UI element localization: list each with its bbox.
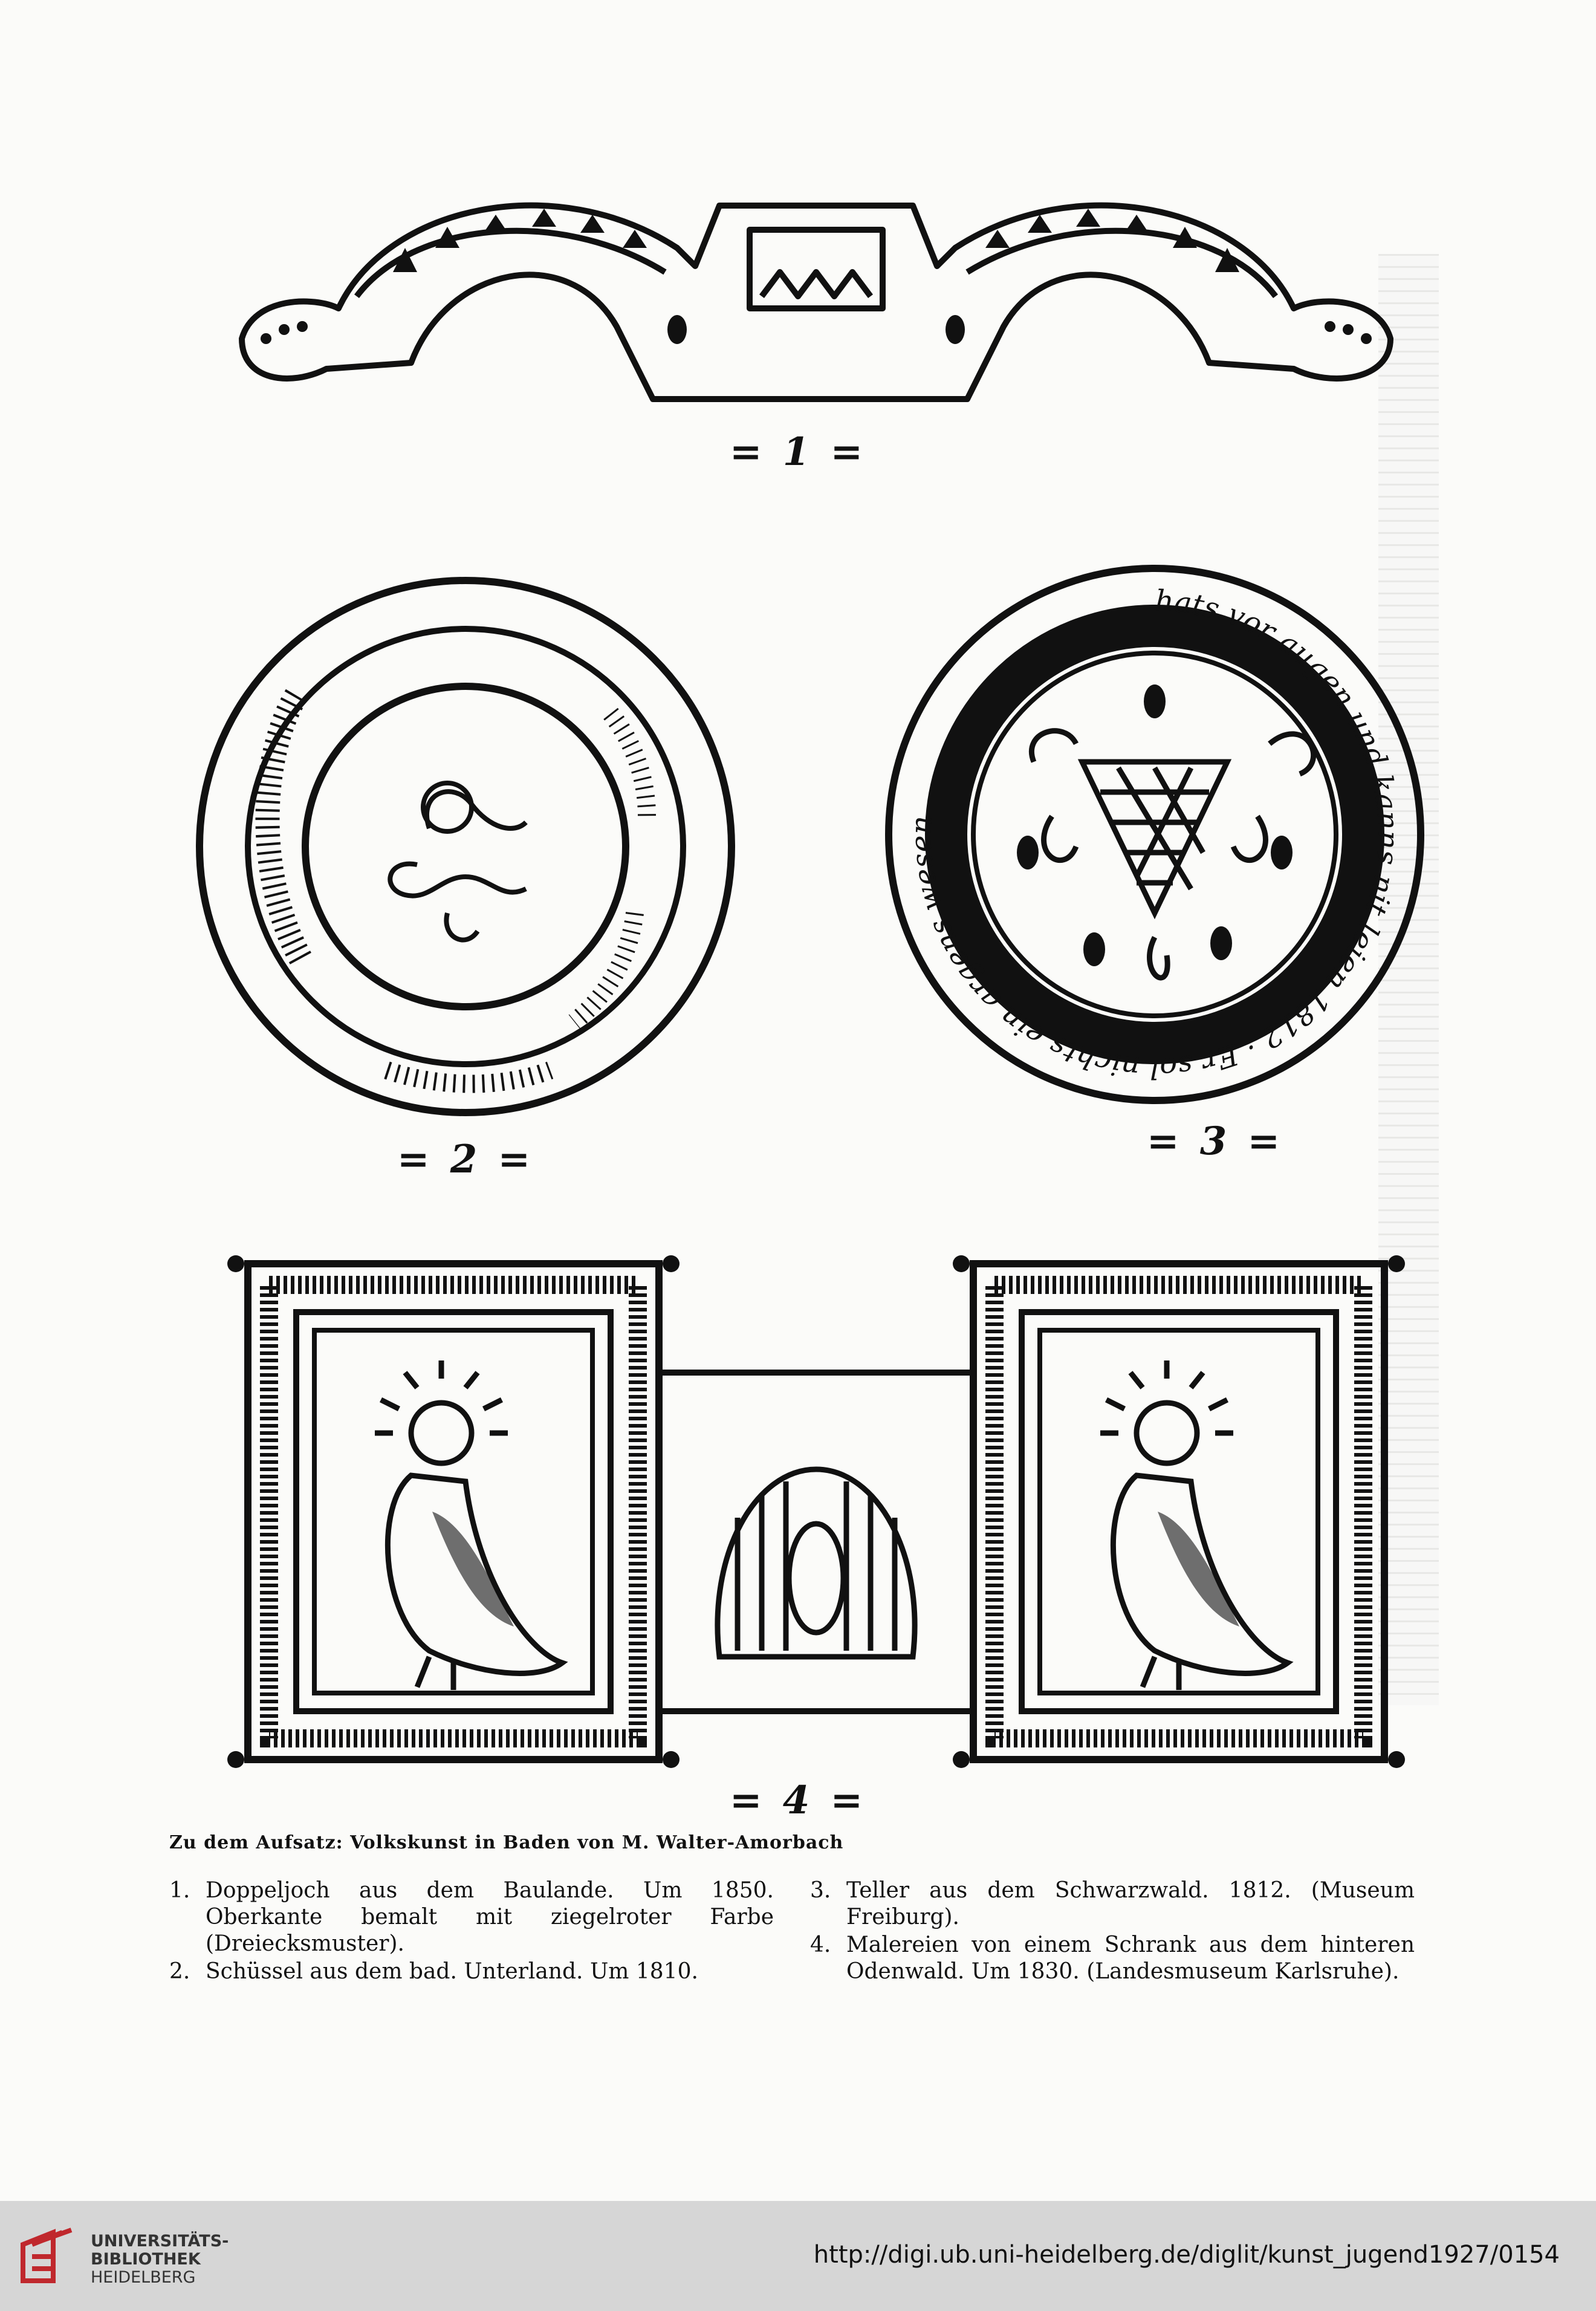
logo-line-1: UNIVERSITÄTS-	[91, 2232, 229, 2251]
logo-line-3: HEIDELBERG	[91, 2268, 196, 2287]
caption-column-right	[810, 1877, 1415, 1986]
figure-4-cabinet-paintings	[224, 1240, 1409, 1784]
figure-3-plate	[883, 562, 1427, 1107]
caption-column-left	[169, 1877, 774, 1986]
logo-line-2: BIBLIOTHEK	[91, 2250, 201, 2269]
caption-item-2	[169, 1958, 774, 1985]
caption-text: Teller aus dem Schwarzwald. 1812. (Museum Freiburg).	[846, 1878, 1415, 1929]
university-library-logo-icon[interactable]	[17, 2226, 77, 2287]
caption-text: Malereien von einem Schrank aus dem hinteren Odenwald. Um 1830. (Landesmuseum Karlsruhe).	[846, 1932, 1415, 1984]
caption-item-4	[810, 1932, 1415, 1985]
figure-2-bowl	[187, 574, 744, 1119]
plate-inscription: hats vor augen und kanns nit leien 1812 · Er sol nichts ein argens wesen	[904, 583, 1406, 1085]
caption-number: 3.	[810, 1878, 831, 1903]
caption-text: Doppeljoch aus dem Baulande. Um 1850. Oberkante bemalt mit ziegelroter Farbe (Dreiecksmuster).	[206, 1878, 774, 1956]
figure-2-label: = 2 =	[397, 1137, 534, 1182]
library-logo-text[interactable]	[91, 2232, 229, 2287]
caption-item-3	[810, 1877, 1415, 1931]
library-footer-bar	[0, 2201, 1596, 2311]
caption-heading: Zu dem Aufsatz: Volkskunst in Baden von M. Walter-Amorbach	[169, 1832, 844, 1853]
permalink-url[interactable]: http://digi.ub.uni-heidelberg.de/diglit/kunst_jugend1927/0154	[813, 2241, 1560, 2269]
figure-1-double-yoke	[218, 181, 1415, 423]
caption-number: 2.	[169, 1959, 190, 1984]
caption-text: Schüssel aus dem bad. Unterland. Um 1810.	[206, 1959, 698, 1984]
caption-number: 1.	[169, 1878, 190, 1903]
figure-1-label: = 1 =	[729, 429, 867, 475]
svg-text:hats vor augen und kanns nit l	[904, 584, 1406, 1085]
caption-item-1	[169, 1877, 774, 1957]
figure-4-label: = 4 =	[729, 1778, 867, 1823]
figure-3-label: = 3 =	[1146, 1119, 1284, 1164]
caption-number: 4.	[810, 1932, 831, 1957]
